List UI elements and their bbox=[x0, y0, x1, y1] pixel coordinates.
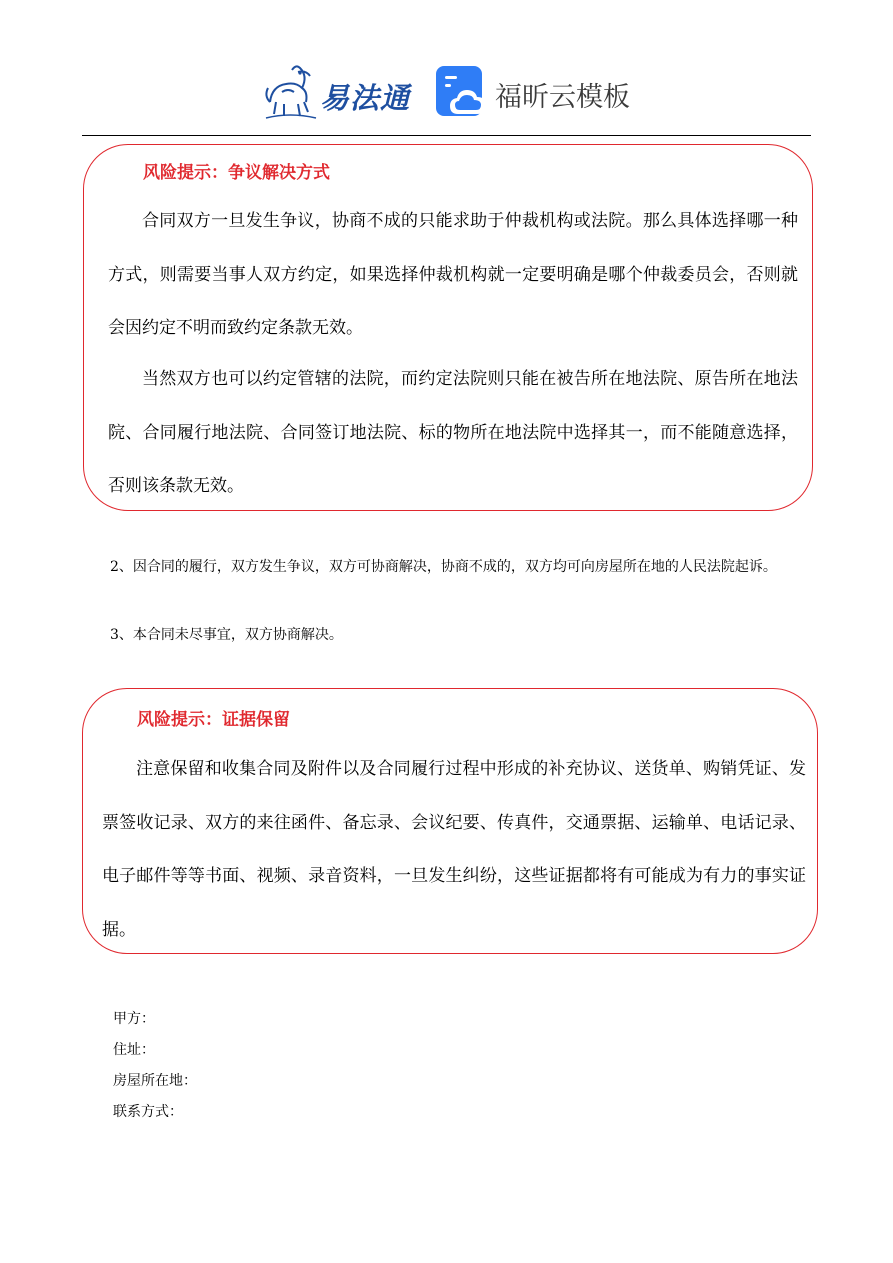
fuxin-logo-text: 福昕云模板 bbox=[495, 82, 630, 113]
risk-tip-paragraph: 合同双方一旦发生争议，协商不成的只能求助于仲裁机构或法院。那么具体选择哪一种方式，则需要当事人双方约定，如果选择仲裁机构就一定要明确是哪个仲裁委员会，否则就会因约定不明而致约定条款无效。 bbox=[108, 211, 798, 338]
contact-label: 联系方式： bbox=[113, 1104, 183, 1120]
risk-tip-title: 风险提示：争议解决方式 bbox=[143, 163, 330, 183]
address-label: 住址： bbox=[113, 1042, 155, 1058]
risk-tip-paragraph: 注意保留和收集合同及附件以及合同履行过程中形成的补充协议、送货单、购销凭证、发票签收记录、双方的来往函件、备忘录、会议纪要、传真件，交通票据、运输单、电话记录、电子邮件等等书面、视频、录音资料，一旦发生纠纷，这些证据都将有可能成为有力的事实证据。 bbox=[102, 759, 806, 940]
clause-2: 2、因合同的履行，双方发生争议，双方可协商解决，协商不成的，双方均可向房屋所在地的人民法院起诉。 bbox=[110, 559, 777, 575]
risk-tip-dispute-resolution bbox=[83, 144, 813, 511]
clause-3: 3、本合同未尽事宜，双方协商解决。 bbox=[110, 627, 343, 643]
fuxin-logo bbox=[436, 66, 636, 118]
risk-tip-evidence-retention bbox=[82, 688, 818, 954]
risk-tip-paragraph: 当然双方也可以约定管辖的法院，而约定法院则只能在被告所在地法院、原告所在地法院、合同履行地法院、合同签订地法院、标的物所在地法院中选择其一，而不能随意选择，否则该条款无效。 bbox=[108, 369, 798, 496]
yifatong-logo-text: 易法通 bbox=[320, 81, 411, 115]
qilin-mascot-icon bbox=[262, 62, 318, 120]
risk-tip-title: 风险提示：证据保留 bbox=[137, 710, 290, 730]
page-header bbox=[0, 55, 893, 125]
header-divider bbox=[82, 135, 811, 136]
party-a-label: 甲方： bbox=[113, 1011, 155, 1027]
property-location-label: 房屋所在地： bbox=[113, 1073, 197, 1089]
yifatong-logo bbox=[262, 62, 412, 120]
cloud-document-icon bbox=[436, 66, 488, 118]
